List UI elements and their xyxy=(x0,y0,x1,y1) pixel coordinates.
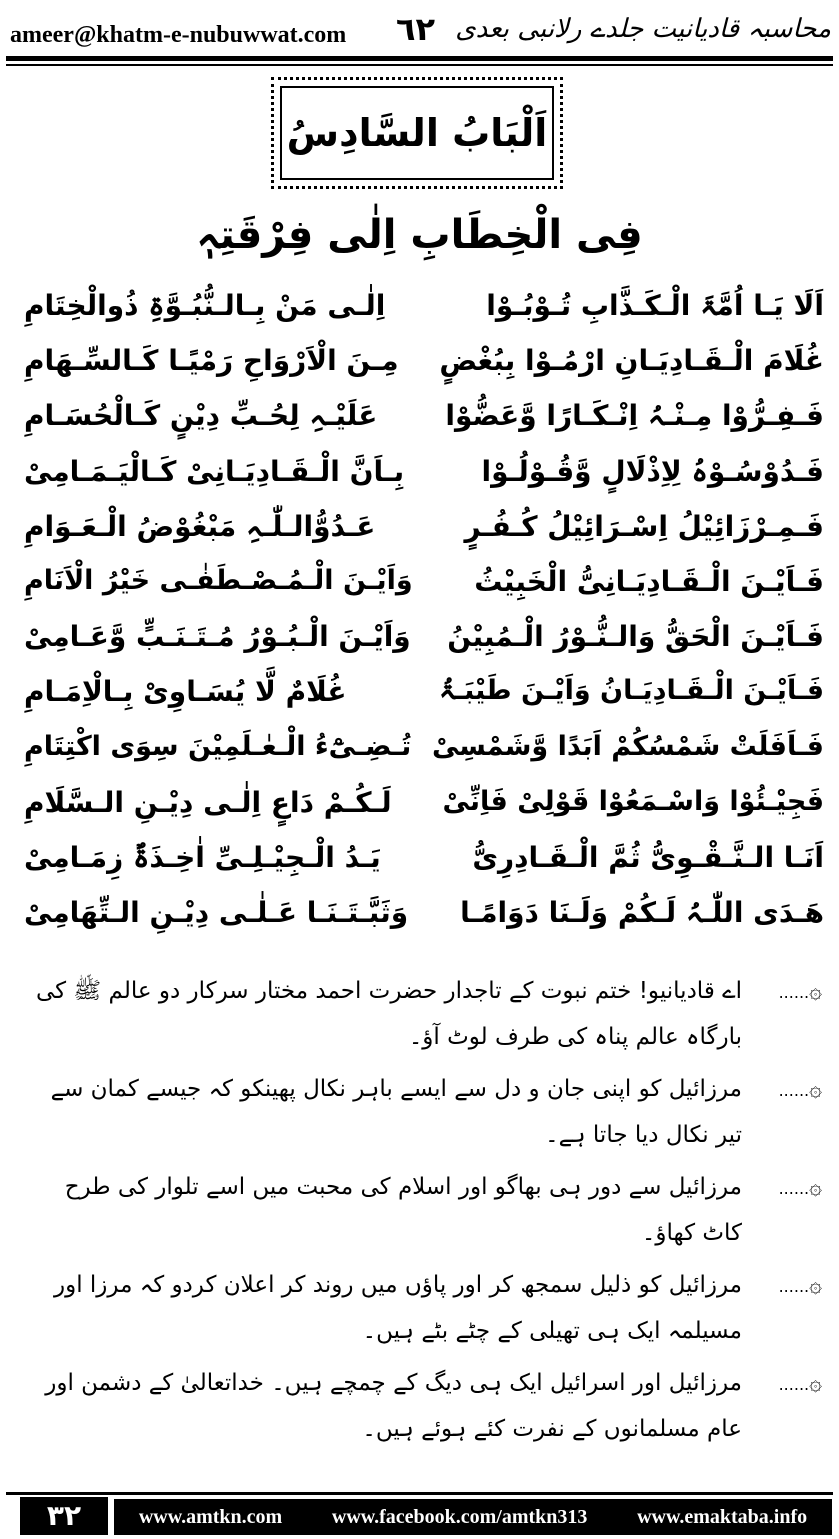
footer-page-number: ٣٢ xyxy=(20,1497,108,1535)
chapter-title-box xyxy=(271,77,563,189)
poem-couplet xyxy=(24,837,824,892)
poem-first-hemistich: فَـاَیْـنَ الْحَقُّ وَالـنُّـوْرُ الْـمُبِیْنُ xyxy=(447,620,824,654)
poem-first-hemistich: فَـاَفَلَتْ شَمْسُکُمْ اَبَدًا وَّشَمْسِیْ xyxy=(431,730,824,762)
poem-first-hemistich: فَـاَیْـنَ الْـقَـادِیَـانِیُّ الْخَبِیْثُ xyxy=(474,564,824,598)
note-text: مرزائیل سے دور ہی بھاگو اور اسلام کی محبت میں اسے تلوار کی طرح کاٹ کھاؤ۔ xyxy=(64,1174,742,1246)
note-bullet xyxy=(746,968,822,1016)
note-item xyxy=(22,1360,822,1452)
poem-couplet xyxy=(24,727,824,782)
header-email: ameer@khatm-e-nubuwwat.com xyxy=(10,22,347,48)
note-bullet xyxy=(746,1066,822,1114)
star-icon: ۞ xyxy=(809,1371,822,1396)
poem-first-hemistich: فَـفِـرُّوْا مِـنْـہُ اِنْـکَـارًا وَّعَضُّوْا xyxy=(445,399,824,433)
poem-couplet xyxy=(24,561,824,616)
poem-second-hemistich: عَلَیْـہِ لِحُـبِّ دِیْنٍ کَـالْحُسَـامِ xyxy=(24,399,378,433)
star-icon: ۞ xyxy=(809,1175,822,1200)
poem-second-hemistich: وَاَیْـنَ الْـبُـوْرُ مُـتَـنَـبٍّ وَّعَـامِیْ xyxy=(24,620,411,654)
chapter-title-frame xyxy=(280,86,554,180)
bullet-dots: ...... xyxy=(778,1179,810,1198)
poem-couplet xyxy=(24,285,824,340)
note-bullet xyxy=(746,1164,822,1212)
poem-second-hemistich: وَثَبَّـتَـنَـا عَـلٰـی دِیْـنِ الـتِّھَامِیْ xyxy=(24,896,409,930)
poem-second-hemistich: غُلَامٌ لَّا یُسَـاوِیْ بِـالْاِمَـامِ xyxy=(24,675,347,709)
note-text: مرزائیل کو ذلیل سمجھ کر اور پاؤں میں روند کر اعلان کردو کہ مرزا اور مسیلمہ ایک ہی تھیلی کے چٹے بٹے ہیں۔ xyxy=(53,1272,742,1344)
poem-second-hemistich: عَـدُوُّالـلّٰـہِ مَبْغُوْضُ الْـعَـوَامِ xyxy=(24,509,376,543)
poem-second-hemistich: اِلٰـی مَنْ بِـالـنُّبُـوَّۃِ ذُوالْخِتَامِ xyxy=(24,289,386,322)
poem-second-hemistich: وَاَیْـنَ الْـمُـصْـطَفٰـی خَیْرُ الْاَنَامِ xyxy=(24,564,413,596)
poem-first-hemistich: غُلَامَ الْـقَـادِیَـانِ ارْمُـوْا بِبُغْضٍ xyxy=(439,344,824,378)
poem-second-hemistich: مِـنَ الْاَرْوَاحِ رَمْیًـا کَـالسِّـھَامِ xyxy=(24,344,399,378)
footer-link-amtkn[interactable]: www.amtkn.com xyxy=(138,1506,283,1528)
poem-first-hemistich: فَجِیْـئُوْا وَاسْـمَعُوْا قَوْلِیْ فَاِنِّیْ xyxy=(442,785,824,817)
translation-notes xyxy=(22,968,822,1458)
note-text: اے قادیانیو! ختم نبوت کے تاجدار حضرت احمد مختار سرکار دو عالم ﷺ کی بارگاہ عالم پناہ کی طرف لوٹ آؤ۔ xyxy=(35,978,742,1050)
note-text: مرزائیل کو اپنی جان و دل سے ایسے باہر نکال پھینکو کہ جیسے کمان سے تیر نکال دیا جاتا ہے۔ xyxy=(50,1076,742,1148)
footer-links xyxy=(114,1499,832,1535)
note-bullet xyxy=(746,1262,822,1310)
bullet-dots: ...... xyxy=(778,1375,810,1394)
poem-couplet xyxy=(24,616,824,671)
note-item xyxy=(22,968,822,1060)
bullet-dots: ...... xyxy=(778,1081,810,1100)
note-item xyxy=(22,1164,822,1256)
note-item xyxy=(22,1066,822,1158)
poem-first-hemistich: فَـدُوْسُـوْہُ لِاِذْلَالٍ وَّقُـوْلُـوْا xyxy=(481,454,824,488)
note-bullet xyxy=(746,1360,822,1408)
chapter-title: اَلْبَابُ السَّادِسُ xyxy=(286,111,548,155)
poem-second-hemistich: بِـاَنَّ الْـقَـادِیَـانِیْ کَـالْیَـمَـامِیْ xyxy=(24,454,405,488)
star-icon: ۞ xyxy=(809,1273,822,1298)
poem-second-hemistich: یَـدُ الْـجِیْـلِـیِّ اٰخِـذَۃٌ زِمَـامِیْ xyxy=(24,840,381,874)
poem-first-hemistich: فَـاَیْـنَ الْـقَـادِیَـانُ وَاَیْـنَ طَیْبَـۃُ xyxy=(439,675,824,707)
poem-couplet xyxy=(24,395,824,450)
poem-first-hemistich: فَـمِـرْزَائِیْلُ اِسْـرَائِیْلُ کُـفُـرٍ xyxy=(464,509,824,543)
poem-couplet xyxy=(24,782,824,837)
header-book-title: محاسبہ قادیانیت جلدے رلانبی بعدی xyxy=(455,14,831,44)
poem-first-hemistich: اَنَـا الـنَّـقْـوِیُّ ثُمَّ الْـقَـادِرِیُّ xyxy=(472,840,824,874)
poem-first-hemistich: ھَـدَی اللّٰـہُ لَـکُمْ وَلَـنَا دَوَامًـا xyxy=(460,896,824,930)
header-rule-thick xyxy=(6,56,833,61)
poem-couplet xyxy=(24,671,824,726)
poem-second-hemistich: لَـکُـمْ دَاعٍ اِلٰـی دِیْـنِ الـسَّلَامِ xyxy=(24,785,392,819)
bullet-dots: ...... xyxy=(778,1277,810,1296)
footer-link-facebook[interactable]: www.facebook.com/amtkn313 xyxy=(331,1506,588,1528)
poem-second-hemistich: تُـضِـیْٓءُ الْـعٰـلَمِیْنَ سِوَی اکْتِتَامِ xyxy=(24,730,412,762)
bullet-dots: ...... xyxy=(778,983,810,1002)
note-text: مرزائیل اور اسرائیل ایک ہی دیگ کے چمچے ہیں۔ خداتعالیٰ کے دشمن اور عام مسلمانوں کے نفرت کئے ہوئے ہیں۔ xyxy=(45,1370,742,1442)
poem-couplet xyxy=(24,451,824,506)
footer-rule xyxy=(6,1492,833,1495)
note-item xyxy=(22,1262,822,1354)
poem xyxy=(24,285,824,947)
poem-first-hemistich: اَلَا یَـا اُمَّۃَ الْـکَـذَّابِ تُـوْبُـوْا xyxy=(486,289,824,322)
star-icon: ۞ xyxy=(809,1077,822,1102)
star-icon: ۞ xyxy=(809,979,822,1004)
poem-couplet xyxy=(24,506,824,561)
header-rule-thin xyxy=(6,64,833,66)
poem-couplet xyxy=(24,892,824,947)
footer-link-emaktaba[interactable]: www.emaktaba.info xyxy=(637,1506,808,1528)
poem-couplet xyxy=(24,340,824,395)
chapter-subtitle: فِی الْخِطَابِ اِلٰی فِرْقَتِہٖ xyxy=(196,212,643,258)
header-page-number: ٦٢ xyxy=(396,10,436,48)
